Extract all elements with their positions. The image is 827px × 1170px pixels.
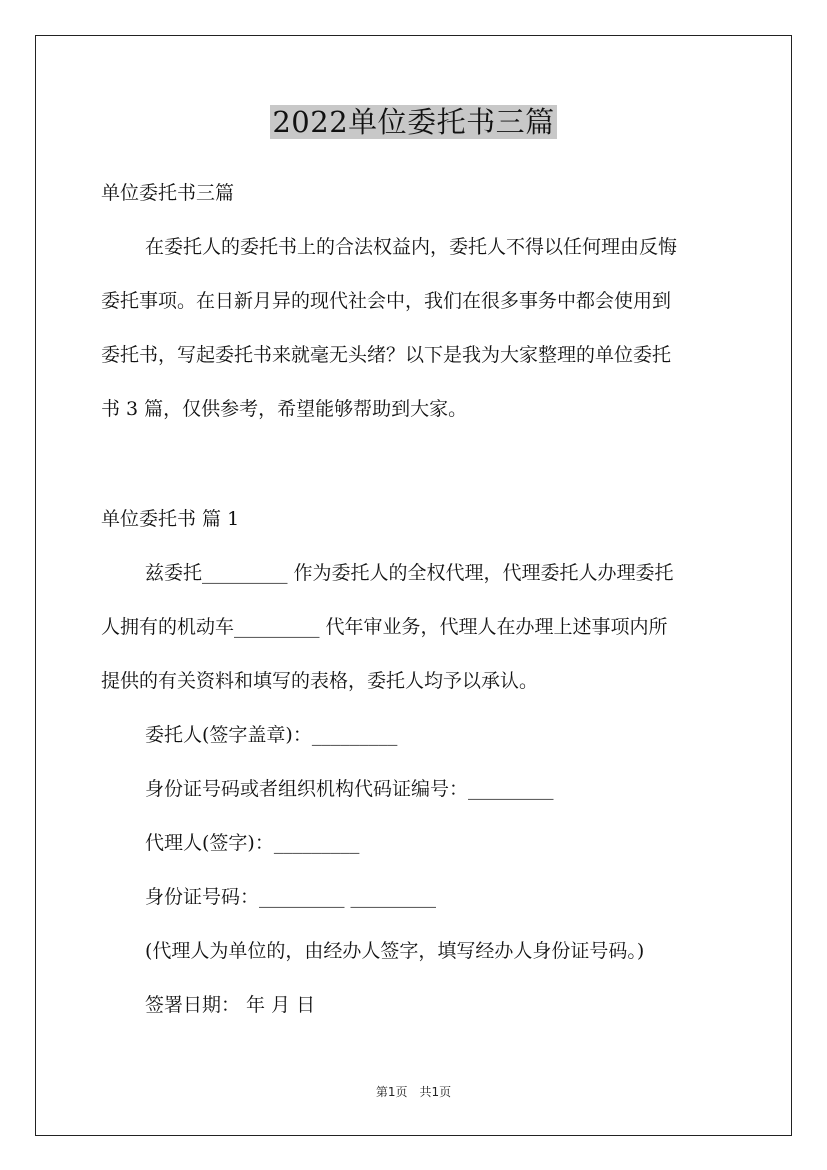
section-body-line-1: 兹委托_________ 作为委托人的全权代理，代理委托人办理委托: [145, 562, 674, 584]
section-body-line-2: 人拥有的机动车_________ 代年审业务，代理人在办理上述事项内所: [101, 616, 668, 638]
page-number: 第1页: [375, 1085, 408, 1099]
intro-line-1: 在委托人的委托书上的合法权益内，委托人不得以任何理由反悔: [145, 236, 678, 258]
intro-line-3: 委托书，写起委托书来就毫无头绪？以下是我为大家整理的单位委托: [101, 344, 672, 366]
section-heading: 单位委托书 篇 1: [101, 508, 240, 530]
document-title-text: 2022单位委托书三篇: [272, 105, 555, 139]
subtitle: 单位委托书三篇: [101, 182, 235, 204]
field-id-or-org-code: 身份证号码或者组织机构代码证编号：_________: [145, 778, 554, 800]
field-note: (代理人为单位的，由经办人签字，填写经办人身份证号码。): [145, 940, 645, 962]
field-principal-signature: 委托人(签字盖章)：_________: [145, 724, 398, 746]
section-body-line-3: 提供的有关资料和填写的表格，委托人均予以承认。: [101, 670, 539, 692]
field-id-number: 身份证号码：_________ _________: [145, 886, 437, 908]
page-total: 共1页: [419, 1085, 452, 1099]
field-agent-signature: 代理人(签字)：_________: [145, 832, 360, 854]
intro-line-2: 委托事项。在日新月异的现代社会中，我们在很多事务中都会使用到: [101, 290, 672, 312]
intro-line-4: 书 3 篇，仅供参考，希望能够帮助到大家。: [101, 398, 468, 420]
field-sign-date: 签署日期： 年 月 日: [145, 994, 316, 1016]
document-title: [0, 102, 827, 142]
page-footer: [0, 1083, 827, 1100]
